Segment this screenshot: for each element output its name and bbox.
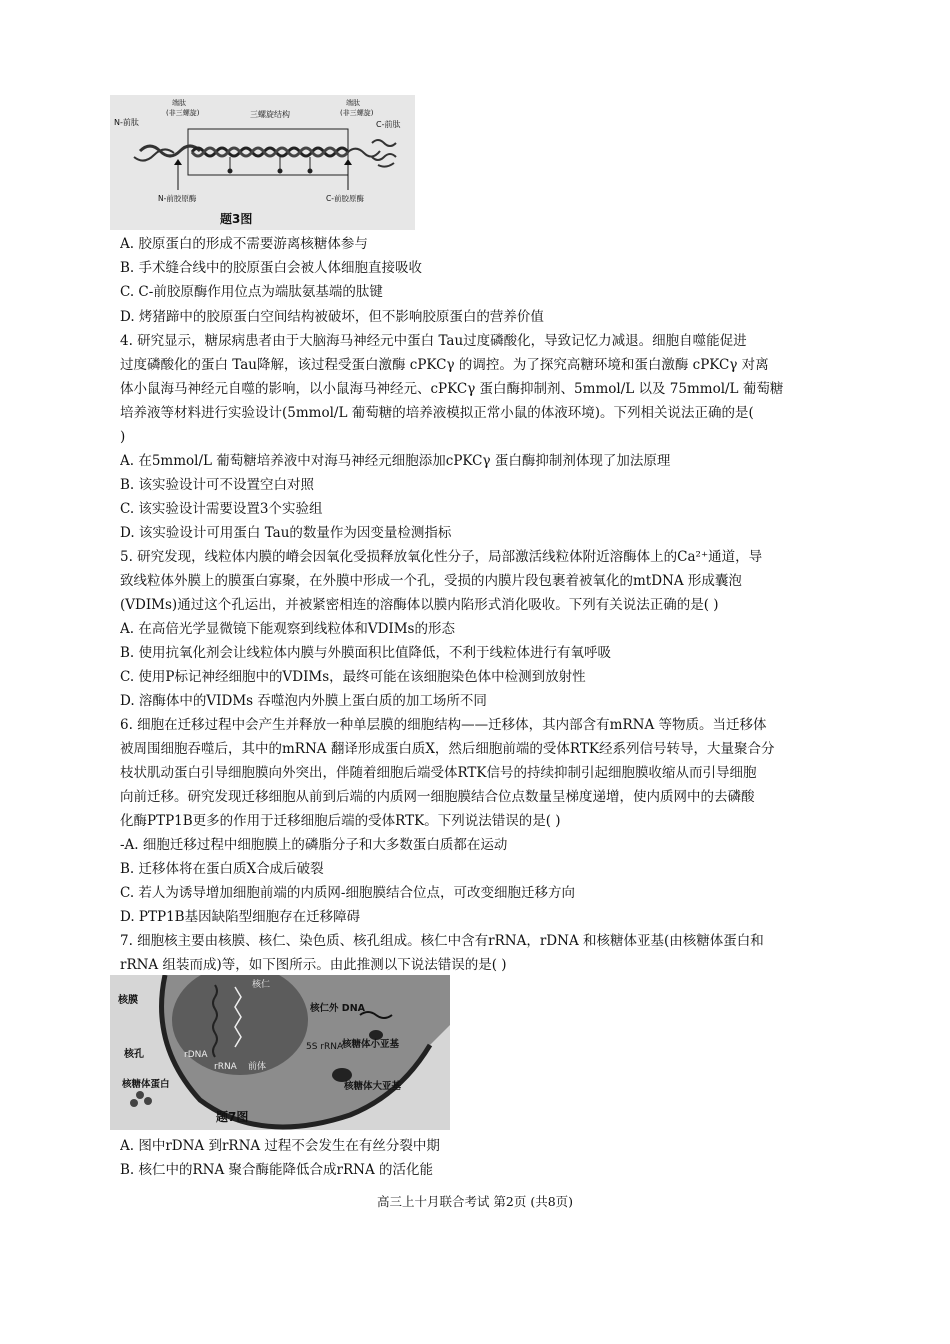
q6-option-d: D. PTP1B基因缺陷型细胞存在迁移障碍	[120, 909, 361, 925]
q5-stem-line-3: (VDIMs)通过这个孔运出，并被紧密相连的溶酶体以膜内陷形式消化吸收。下列有关说法正确的是( )	[120, 597, 719, 613]
small-subunit-label: 核糖体小亚基	[342, 1039, 400, 1050]
q6-stem-line-4: 向前迁移。研究发现迁移细胞从前到后端的内质网一细胞膜结合位点数量呈梯度递增，使内质网中的去磷酸	[120, 789, 755, 805]
ribosomal-protein-dot-1	[136, 1091, 144, 1099]
right-telopeptide-label: 端肽	[346, 99, 360, 107]
q7-stem-line-1: 7. 细胞核主要由核膜、核仁、染色质、核孔组成。核仁中含有rRNA，rDNA 和核糖体亚基(由核糖体蛋白和	[120, 933, 764, 949]
q5-stem-line-1: 5. 研究发现，线粒体内膜的嵴会因氧化受损释放氧化性分子，局部激活线粒体附近溶酶体上的Ca²⁺通道，导	[120, 549, 763, 565]
rrna-5s-label: 5S rRNA	[306, 1042, 344, 1052]
q7-option-b: B. 核仁中的RNA 聚合酶能降低合成rRNA 的活化能	[120, 1162, 433, 1178]
nuclear-pore-label: 核孔	[124, 1049, 144, 1060]
q4-option-b: B. 该实验设计可不设置空白对照	[120, 477, 315, 493]
q6-option-b: B. 迁移体将在蛋白质X合成后破裂	[120, 861, 324, 877]
q6-stem-line-2: 被周围细胞吞噬后，其中的mRNA 翻译形成蛋白质X，然后细胞前端的受体RTK经系列信号转导，大量聚合分	[120, 741, 775, 757]
sugar-dot-1	[228, 169, 233, 174]
q4-option-a: A. 在5mmol/L 葡萄糖培养液中对海马神经元细胞添加cPKCγ 蛋白酶抑制剂体现了加法原理	[120, 453, 671, 469]
figure-3	[110, 95, 415, 230]
rdna-label: rDNA	[184, 1050, 208, 1060]
right-telopeptide-note: (非三螺旋)	[340, 109, 374, 117]
q6-option-c: C. 若人为诱导增加细胞前端的内质网-细胞膜结合位点，可改变细胞迁移方向	[120, 885, 575, 901]
n-procollagenase-label: N-前胶原酶	[158, 194, 197, 203]
c-propeptide-knot	[372, 140, 396, 167]
q3-option-d: D. 烤猪蹄中的胶原蛋白空间结构被破坏，但不影响胶原蛋白的营养价值	[120, 309, 544, 325]
left-telopeptide-note: (非三螺旋)	[166, 109, 200, 117]
q7-stem-line-2: rRNA 组装而成)等，如下图所示。由此推测以下说法错误的是( )	[120, 957, 507, 973]
rrna-label: rRNA	[214, 1062, 237, 1072]
nuclear-envelope-label: 核膜	[118, 995, 138, 1006]
q3-option-a: A. 胶原蛋白的形成不需要游离核糖体参与	[120, 236, 368, 252]
triple-helix-label: 三螺旋结构	[250, 110, 290, 119]
q6-stem-line-1: 6. 细胞在迁移过程中会产生并释放一种单层膜的细胞结构——迁移体，其内部含有mRNA 等物质。当迁移体	[120, 717, 767, 733]
c-arrow-head	[344, 159, 352, 165]
nucleolus-label: 核仁	[252, 980, 271, 990]
q5-option-c: C. 使用P标记神经细胞中的VDIMs，最终可能在该细胞染色体中检测到放射性	[120, 669, 586, 685]
q4-stem-line-3: 体小鼠海马神经元自噬的影响，以小鼠海马神经元、cPKCγ 蛋白酶抑制剂、5mmol/L 以及 75mmol/L 葡萄糖	[120, 381, 784, 397]
q4-stem-line-1: 4. 研究显示，糖尿病患者由于大脑海马神经元中蛋白 Tau过度磷酸化，导致记忆力减退。细胞自噬能促进	[120, 333, 747, 349]
left-telopeptide-label: 端肽	[172, 99, 186, 107]
figure-7	[110, 975, 450, 1130]
q5-stem-line-2: 致线粒体外膜上的膜蛋白寡聚，在外膜中形成一个孔，受损的内膜片段包裹着被氧化的mtDNA 形成囊泡	[120, 573, 742, 589]
q6-option-a: -A. 细胞迁移过程中细胞膜上的磷脂分子和大多数蛋白质都在运动	[120, 837, 508, 853]
q5-option-d: D. 溶酶体中的VIDMs 吞噬泡内外膜上蛋白质的加工场所不同	[120, 693, 487, 709]
figure-3-caption: 题3图	[220, 212, 253, 226]
nucleus-diagram	[110, 975, 450, 1130]
collagen-diagram	[110, 95, 415, 230]
extra-nucleolar-dna-label: 核仁外 DNA	[310, 1003, 365, 1014]
q3-option-b: B. 手术缝合线中的胶原蛋白会被人体细胞直接吸收	[120, 260, 423, 276]
q4-stem-line-5: )	[120, 429, 126, 445]
q4-option-d: D. 该实验设计可用蛋白 Tau的数量作为因变量检测指标	[120, 525, 452, 541]
n-arrow-head	[174, 159, 182, 165]
sugar-dot-2	[278, 169, 283, 174]
c-propeptide-label: C-前肽	[376, 120, 401, 129]
figure-7-caption: 题7图	[216, 1110, 249, 1124]
q4-option-c: C. 该实验设计需要设置3个实验组	[120, 501, 323, 517]
large-subunit-label: 核糖体大亚基	[344, 1081, 402, 1092]
sugar-dot-3	[308, 169, 313, 174]
large-subunit-blob	[332, 1068, 352, 1082]
c-procollagenase-label: C-前胶原酶	[326, 194, 364, 203]
q6-stem-line-3: 枝状肌动蛋白引导细胞膜向外突出，伴随着细胞后端受体RTK信号的持续抑制引起细胞膜收缩从而引导细胞	[120, 765, 757, 781]
q4-stem-line-2: 过度磷酸化的蛋白 Tau降解，该过程受蛋白激酶 cPKCγ 的调控。为了探究高糖环境和蛋白激酶 cPKCγ 对离	[120, 357, 769, 373]
page-footer: 高三上十月联合考试 第2页 (共8页)	[376, 1194, 574, 1209]
ribosomal-protein-dot-3	[130, 1099, 138, 1107]
q3-option-c: C. C-前胶原酶作用位点为端肽氨基端的肽键	[120, 284, 383, 300]
q5-option-a: A. 在高倍光学显微镜下能观察到线粒体和VDIMs的形态	[120, 621, 455, 637]
precursor-label: 前体	[248, 1062, 267, 1072]
ribosomal-protein-label: 核糖体蛋白	[122, 1079, 170, 1090]
q5-option-b: B. 使用抗氧化剂会让线粒体内膜与外膜面积比值降低，不利于线粒体进行有氧呼吸	[120, 645, 612, 661]
q4-stem-line-4: 培养液等材料进行实验设计(5mmol/L 葡萄糖的培养液模拟正常小鼠的体液环境)。下列相关说法正确的是(	[120, 405, 754, 421]
c-telopeptide-coil	[348, 149, 380, 157]
q7-option-a: A. 图中rDNA 到rRNA 过程不会发生在有丝分裂中期	[120, 1138, 440, 1154]
ribosomal-protein-dot-2	[144, 1097, 152, 1105]
q6-stem-line-5: 化酶PTP1B更多的作用于迁移细胞后端的受体RTK。下列说法错误的是( )	[120, 813, 561, 829]
n-propeptide-label: N-前肽	[114, 118, 139, 127]
